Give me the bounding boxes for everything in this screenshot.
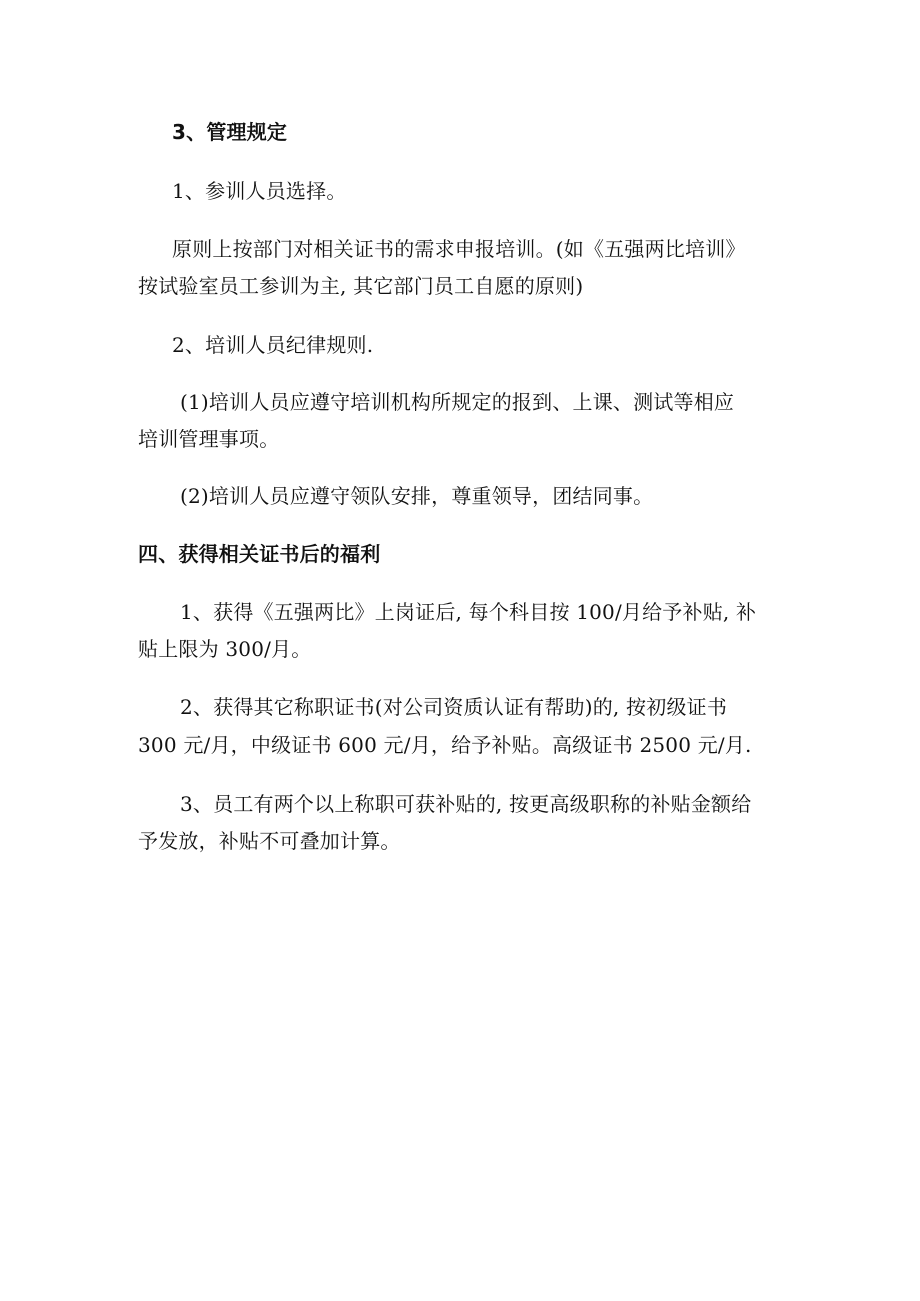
benefit3-line2: 予发放，补贴不可叠加计算。 [138,829,401,853]
benefit3-line1: 3、员工有两个以上称职可获补贴的, 按更高级职称的补贴金额给 [180,792,752,816]
subsection-title: 3、管理规定 [172,120,288,144]
item1-heading: 1、参训人员选择。 [172,179,347,203]
benefit1-line2: 贴上限为 300/月。 [138,637,312,661]
rule2-line1: (2)培训人员应遵守领队安排，尊重领导，团结同事。 [180,484,654,508]
benefit1-line1: 1、获得《五强两比》上岗证后, 每个科目按 100/月给予补贴, 补 [180,600,757,624]
section4-title: 四、获得相关证书后的福利 [138,542,381,566]
rule1-line1: (1)培训人员应遵守培训机构所规定的报到、上课、测试等相应 [180,390,735,414]
item1-body-line2: 按试验室员工参训为主, 其它部门员工自愿的原则) [138,274,584,298]
item2-heading: 2、培训人员纪律规则. [172,333,374,357]
benefit2-line2: 300 元/月，中级证书 600 元/月，给予补贴。高级证书 2500 元/月. [138,733,752,757]
benefit2-line1: 2、获得其它称职证书(对公司资质认证有帮助)的, 按初级证书 [180,695,728,719]
item1-body-line1: 原则上按部门对相关证书的需求申报培训。(如《五强两比培训》 [172,237,746,261]
rule1-line2: 培训管理事项。 [138,427,280,451]
